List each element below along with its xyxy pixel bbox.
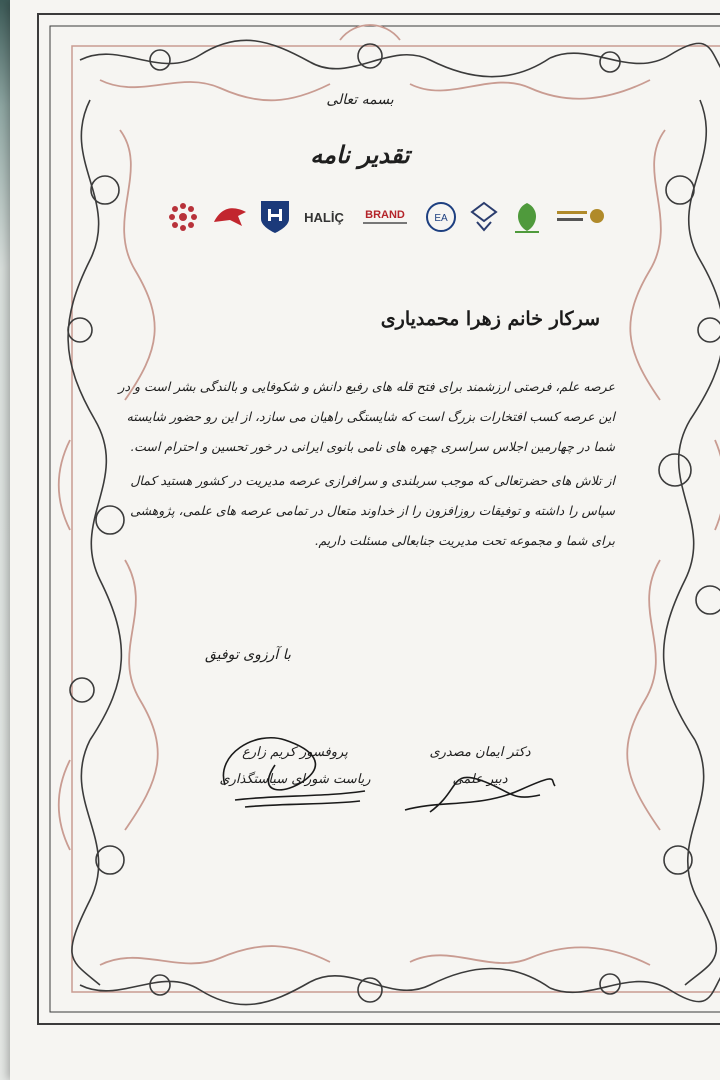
handwritten-signature-2	[215, 725, 375, 815]
brand-logo-icon	[357, 197, 413, 237]
certificate-title: تقدیر نامه	[310, 140, 410, 169]
handwritten-signature-1	[400, 740, 560, 820]
svg-text:HALİÇ: HALİÇ	[304, 210, 344, 225]
university-shield-logo-icon	[259, 197, 291, 237]
ea-circle-logo-icon	[424, 197, 458, 237]
closing-wish: با آرزوی توفیق	[205, 647, 291, 663]
recipient-name: سرکار خانم زهرا محمدیاری	[380, 308, 600, 330]
sponsor-logos-row	[165, 195, 605, 239]
blue-emblem-logo-icon	[469, 197, 499, 237]
certificate-body	[105, 372, 615, 560]
svg-text:BRAND: BRAND	[365, 209, 405, 221]
signatory-role: دبیر علمی	[452, 772, 508, 787]
invocation-text: بسمه تعالی	[326, 92, 394, 108]
signatory-name: پروفسور کریم زارع	[242, 745, 348, 760]
svg-text:EA: EA	[434, 213, 448, 224]
red-bird-logo-icon	[212, 197, 248, 237]
body-paragraph-2: از تلاش های حضرتعالی که موجب سربلندی و سرافرازی عرصه مدیریت در کشور هستید کمال سپاس را داشته و توفیقات روزافزون را از خداوند متعال در تمامی عرصه های علمی، پژوهشی برای شما و مجموعه تحت مدیریت جنابعالی مسئلت داریم.	[130, 473, 615, 548]
signatory-role: ریاست شورای سیاستگذاری	[219, 772, 371, 787]
halic-logo-icon	[302, 197, 346, 237]
gold-emblem-logo-icon	[555, 197, 605, 237]
body-paragraph-1: عرصه علم، فرصتی ارزشمند برای فتح قله های رفیع دانش و شکوفایی و بالندگی بشر است و در این عرصه کسب افتخارات بزرگ است که شایستگی راهیان می سازد، از این رو حضور شایسته شما در چهارمین اجلاس سراسری چهره های نامی بانوی ایرانی در خور تحسین و احترام است.	[118, 379, 615, 454]
rosette-logo-icon	[165, 197, 201, 237]
green-leaf-logo-icon	[510, 197, 544, 237]
signatory-name: دکتر ایمان مصدری	[429, 745, 531, 760]
